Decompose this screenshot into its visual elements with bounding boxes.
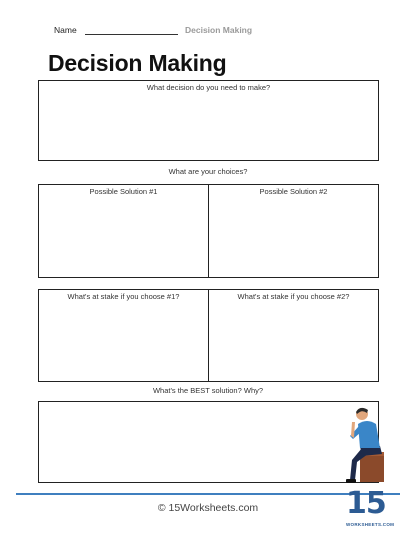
- solution-2-box[interactable]: [208, 184, 379, 278]
- solution-2-prompt: Possible Solution #2: [259, 187, 328, 196]
- stake-2-prompt: What's at stake if you choose #2?: [237, 292, 350, 301]
- footer-divider: [16, 493, 400, 495]
- name-line: [85, 34, 178, 35]
- header-topic: Decision Making: [185, 25, 253, 35]
- best-solution-box[interactable]: [38, 401, 379, 483]
- stake-1-box[interactable]: [38, 289, 209, 382]
- thinking-person-illustration: [340, 402, 392, 488]
- stake-2-box[interactable]: [208, 289, 379, 382]
- choices-label: What are your choices?: [168, 167, 248, 176]
- page-title: Decision Making: [48, 50, 227, 76]
- logo-subtext: WORKSHEETS.COM: [346, 522, 395, 527]
- logo-number: 15: [346, 486, 386, 521]
- stake-1-prompt: What's at stake if you choose #1?: [67, 292, 180, 301]
- decision-box[interactable]: [38, 80, 379, 161]
- solution-1-prompt: Possible Solution #1: [89, 187, 158, 196]
- solution-1-box[interactable]: [38, 184, 209, 278]
- decision-prompt: What decision do you need to make?: [146, 83, 271, 92]
- site-logo: [346, 486, 395, 531]
- name-label: Name: [54, 25, 77, 35]
- best-solution-label: What's the BEST solution? Why?: [152, 386, 264, 395]
- footer-site: © 15Worksheets.com: [157, 502, 259, 514]
